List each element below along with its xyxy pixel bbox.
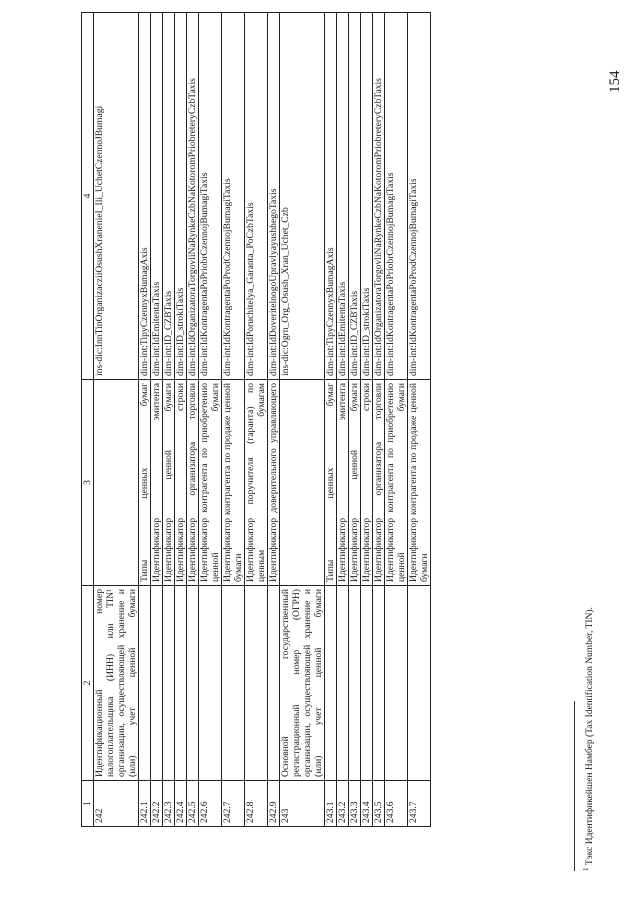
- cell-col-1: 243.4: [361, 781, 373, 827]
- table-row: [361, 13, 373, 827]
- cell-col-2: [199, 586, 222, 781]
- cell-col-4: dim-int:IdPoruchitelya_Garanta_PoCzbTaxis: [245, 13, 268, 380]
- cell-col-1: 243.1: [325, 781, 337, 827]
- cell-col-3: Идентификатор контрагента по приобретению ценной бумаги: [199, 380, 222, 586]
- cell-col-1: 242.2: [151, 781, 163, 827]
- cell-col-3: Идентификатор строки: [175, 380, 187, 586]
- cell-col-4: dim-int:IdKontragentaPoPriobrCzennojBumagiTaxis: [199, 13, 222, 380]
- cell-col-1: 242.3: [163, 781, 175, 827]
- header-col-2: 2: [82, 586, 94, 781]
- cell-col-2: [325, 586, 337, 781]
- cell-col-3: Идентификатор контрагента по приобретению ценной бумаги: [385, 380, 408, 586]
- cell-col-3: Идентификатор поручителя (гаранта) по ценным бумагам: [245, 380, 268, 586]
- cell-col-1: 242.6: [199, 781, 222, 827]
- table-row: [222, 13, 245, 827]
- cell-col-2: [337, 586, 349, 781]
- cell-col-3: Идентификатор организатора торговли: [373, 380, 385, 586]
- cell-col-3: Идентификатор ценной бумаги: [349, 380, 361, 586]
- table-row: [408, 13, 431, 827]
- cell-col-2: [187, 586, 199, 781]
- cell-col-3: Типы ценных бумаг: [325, 380, 337, 586]
- cell-col-2: [151, 586, 163, 781]
- cell-col-2: [245, 586, 268, 781]
- cell-col-2: [222, 586, 245, 781]
- cell-col-4: dim-int:IdKontragentaPoProdCzennojBumagiTaxis: [408, 13, 431, 380]
- table-row: [163, 13, 175, 827]
- cell-col-4: dim-int:IdDoveritelnogoUpravlyayushhegoTaxis: [268, 13, 280, 380]
- cell-col-4: dim-int:TipyCzennyxBumagAxis: [139, 13, 151, 380]
- cell-col-1: 243.2: [337, 781, 349, 827]
- cell-col-4: dim-int:IdOrganizatoraTorgovliNaRynkeCzbNaKotoromPriobreteryCzbTaxis: [187, 13, 199, 380]
- cell-col-4: dim-int:ID_CZBTaxis: [163, 13, 175, 380]
- cell-col-1: 243: [280, 781, 325, 827]
- cell-col-4: dim-int:IdEmitentaTaxis: [337, 13, 349, 380]
- cell-col-1: 242.4: [175, 781, 187, 827]
- footnote-mark: 1: [582, 867, 590, 871]
- cell-col-3: [94, 380, 139, 586]
- cell-col-1: 243.7: [408, 781, 431, 827]
- table-header-row: [82, 13, 94, 827]
- footnote-text: Тэкс Идентификейшен Намбер (Tax Identification Number, TIN).: [585, 607, 596, 866]
- cell-col-4: dim-int:ID_CZBTaxis: [349, 13, 361, 380]
- cell-col-2: [163, 586, 175, 781]
- cell-col-2: [408, 586, 431, 781]
- table-row: [337, 13, 349, 827]
- cell-col-3: Идентификатор организатора торговли: [187, 380, 199, 586]
- data-table: [81, 12, 431, 827]
- cell-col-1: 243.5: [373, 781, 385, 827]
- table-row: [385, 13, 408, 827]
- footnote-divider: [574, 701, 575, 871]
- cell-col-3: Идентификатор эмитента: [337, 380, 349, 586]
- cell-col-1: 242.1: [139, 781, 151, 827]
- cell-col-3: Идентификатор эмитента: [151, 380, 163, 586]
- table-row: [187, 13, 199, 827]
- table-row: [325, 13, 337, 827]
- cell-col-1: 242: [94, 781, 139, 827]
- cell-col-1: 242.5: [187, 781, 199, 827]
- table-row: [245, 13, 268, 827]
- cell-col-2: [139, 586, 151, 781]
- cell-col-1: 243.6: [385, 781, 408, 827]
- cell-col-4: dim-int:IdEmitentaTaxis: [151, 13, 163, 380]
- cell-col-3: Идентификатор строки: [361, 380, 373, 586]
- table-row: [268, 13, 280, 827]
- cell-col-4: dim-int:ID_strokiTaxis: [361, 13, 373, 380]
- cell-col-4: dim-int:IdOrganizatoraTorgovliNaRynkeCzbNaKotoromPriobreteryCzbTaxis: [373, 13, 385, 380]
- cell-col-2: [361, 586, 373, 781]
- table-row: [139, 13, 151, 827]
- cell-col-1: 242.9: [268, 781, 280, 827]
- cell-col-2: [268, 586, 280, 781]
- cell-col-3: Идентификатор контрагента по продаже ценной бумаги: [408, 380, 431, 586]
- cell-col-4: ins-dic:InnTinOrganizacziiOsushXranenieI_Ili_UchetCzennoJBumagi: [94, 13, 139, 380]
- table-row: [151, 13, 163, 827]
- table-row: [175, 13, 187, 827]
- cell-col-2: [349, 586, 361, 781]
- page-number: 154: [607, 70, 623, 93]
- cell-col-3: Идентификатор ценной бумаги: [163, 380, 175, 586]
- header-col-1: 1: [82, 781, 94, 827]
- cell-col-1: 243.3: [349, 781, 361, 827]
- cell-col-4: dim-int:IdKontragentaPoPriobrCzennojBumagiTaxis: [385, 13, 408, 380]
- header-col-3: 3: [82, 380, 94, 586]
- header-col-4: 4: [82, 13, 94, 380]
- cell-col-1: 242.8: [245, 781, 268, 827]
- table-row: [373, 13, 385, 827]
- cell-col-3: Идентификатор контрагента по продаже ценной бумаги: [222, 380, 245, 586]
- cell-col-4: dim-int:IdKontragentaPoProdCzennojBumagiTaxis: [222, 13, 245, 380]
- footnote: [582, 607, 595, 871]
- cell-col-3: [280, 380, 325, 586]
- table-row: [94, 13, 139, 827]
- cell-col-3: Типы ценных бумаг: [139, 380, 151, 586]
- cell-col-2: [373, 586, 385, 781]
- cell-col-2: [175, 586, 187, 781]
- cell-col-4: ins-dic:Ogrn_Org_Osush_Xran_Uchet_Czb: [280, 13, 325, 380]
- cell-col-2: Идентификационный номер налогоплательщика (ИНН) или TIN¹ организации, осуществляющей хранение и (или) учет ценной бумаги: [94, 586, 139, 781]
- cell-col-1: 242.7: [222, 781, 245, 827]
- cell-col-4: dim-int:ID_strokiTaxis: [175, 13, 187, 380]
- cell-col-4: dim-int:TipyCzennyxBumagAxis: [325, 13, 337, 380]
- cell-col-3: Идентификатор доверительного управляющего: [268, 380, 280, 586]
- table-row: [199, 13, 222, 827]
- cell-col-2: [385, 586, 408, 781]
- table-row: [280, 13, 325, 827]
- cell-col-2: Основной государственный регистрационный номер (ОГРН) организации, осуществляющей хранение и (или) учет ценной бумаги: [280, 586, 325, 781]
- table-row: [349, 13, 361, 827]
